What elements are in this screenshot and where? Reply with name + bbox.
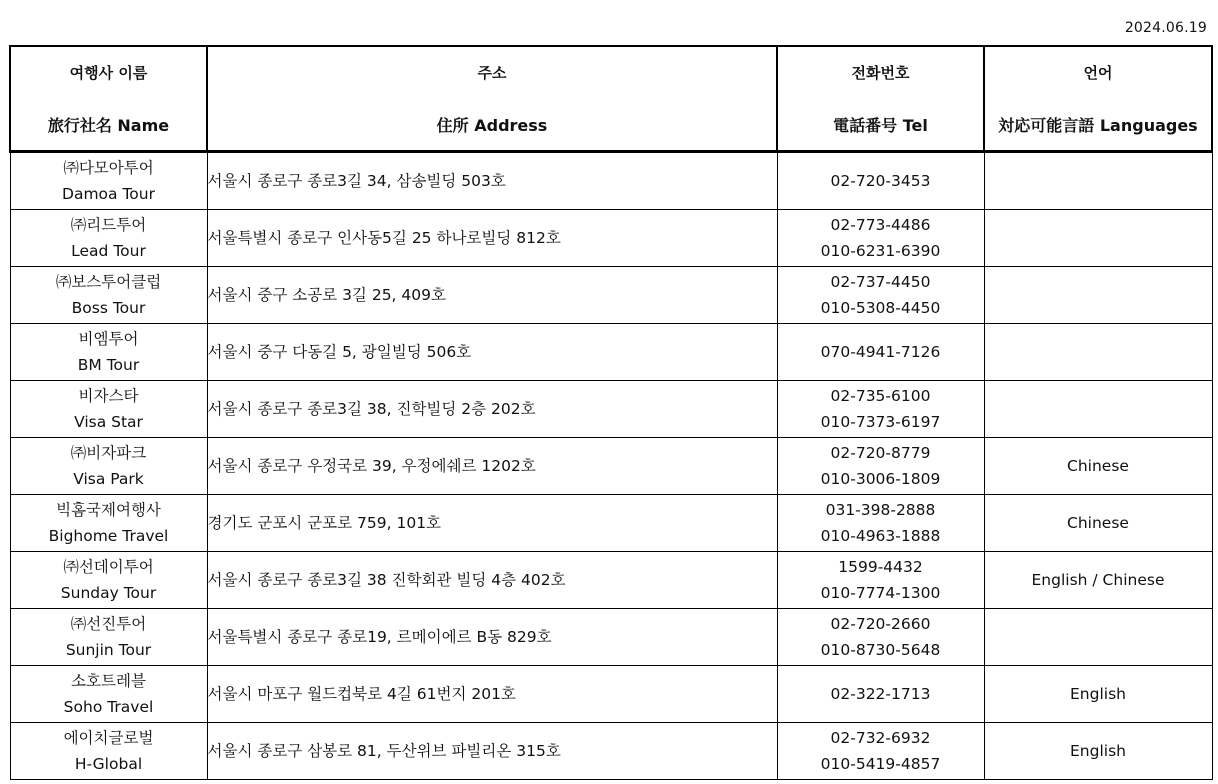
agency-name-korean: 소호트레블 xyxy=(71,672,146,690)
agency-tel-primary: 1599-4432 xyxy=(838,558,923,576)
header-name-english: 旅行社名 Name xyxy=(47,115,170,135)
agency-name-korean: ㈜보스투어클럽 xyxy=(55,273,162,291)
agency-name-english: Damoa Tour xyxy=(62,185,155,203)
header-name-korean: 여행사 이름 xyxy=(69,63,148,82)
agency-name-english: Sunjin Tour xyxy=(65,641,152,659)
document-date: 2024.06.19 xyxy=(1124,20,1207,36)
agency-address-cell xyxy=(207,381,777,438)
agency-languages-cell xyxy=(984,381,1212,438)
agency-name-korean: ㈜비자파크 xyxy=(70,444,147,462)
agency-languages-cell xyxy=(984,152,1212,210)
agency-tel-primary: 02-773-4486 xyxy=(830,216,931,234)
agency-tel-secondary: 010-6231-6390 xyxy=(820,242,941,260)
agency-tel-cell xyxy=(777,152,984,210)
header-address xyxy=(207,46,777,152)
table-row xyxy=(10,495,1212,552)
header-address-korean: 주소 xyxy=(477,63,507,82)
table-row xyxy=(10,609,1212,666)
header-tel-english: 電話番号 Tel xyxy=(833,115,928,135)
agency-name-english: Boss Tour xyxy=(71,299,146,317)
agency-languages: Chinese xyxy=(1067,457,1129,475)
agency-name-cell xyxy=(10,552,207,609)
agency-address: 서울시 종로구 우정국로 39, 우정에쉐르 1202호 xyxy=(207,457,536,475)
agency-name-cell xyxy=(10,723,207,780)
header-tel xyxy=(777,46,984,152)
agency-languages: English xyxy=(1070,742,1126,760)
agency-address: 서울시 중구 다동길 5, 광일빌딩 506호 xyxy=(207,343,472,361)
agency-address: 서울시 종로구 종로3길 38, 진학빌딩 2층 202호 xyxy=(207,400,536,418)
table-row xyxy=(10,666,1212,723)
agency-name-korean: ㈜리드투어 xyxy=(70,216,147,234)
agency-name-cell xyxy=(10,438,207,495)
agency-address: 서울시 중구 소공로 3길 25, 409호 xyxy=(207,286,446,304)
agency-name-cell xyxy=(10,267,207,324)
agency-name-korean: ㈜선진투어 xyxy=(70,615,147,633)
agency-tel-primary: 02-720-3453 xyxy=(830,172,931,190)
agency-tel-primary: 02-732-6932 xyxy=(830,729,931,747)
agency-tel-cell xyxy=(777,666,984,723)
agency-languages-cell xyxy=(984,210,1212,267)
agency-name-cell xyxy=(10,210,207,267)
agency-languages: English xyxy=(1070,685,1126,703)
table-row xyxy=(10,723,1212,780)
agency-address: 서울시 마포구 월드컵북로 4길 61번지 201호 xyxy=(207,685,516,703)
agency-tel-cell xyxy=(777,438,984,495)
agency-tel-secondary: 010-3006-1809 xyxy=(820,470,941,488)
agency-tel-secondary: 010-8730-5648 xyxy=(820,641,941,659)
agency-name-korean: ㈜선데이투어 xyxy=(63,558,154,576)
agency-tel-primary: 02-737-4450 xyxy=(830,273,931,291)
agency-address: 경기도 군포시 군포로 759, 101호 xyxy=(207,514,442,532)
agency-name-korean: 에이치글로벌 xyxy=(63,729,154,747)
agency-name-english: BM Tour xyxy=(77,356,140,374)
agency-languages: English / Chinese xyxy=(1031,571,1165,589)
agency-address: 서울시 종로구 종로3길 38 진학회관 빌딩 4층 402호 xyxy=(207,571,566,589)
agency-name-cell xyxy=(10,324,207,381)
agency-name-english: Sunday Tour xyxy=(60,584,157,602)
agency-address: 서울시 종로구 삼봉로 81, 두산위브 파빌리온 315호 xyxy=(207,742,561,760)
agency-name-cell xyxy=(10,666,207,723)
agency-name-korean: 빅홈국제여행사 xyxy=(56,501,161,519)
agency-tel-cell xyxy=(777,552,984,609)
agency-tel-secondary: 010-4963-1888 xyxy=(820,527,941,545)
agency-name-korean: 비자스타 xyxy=(78,387,139,405)
agency-tel-cell xyxy=(777,495,984,552)
agency-tel-secondary: 010-7373-6197 xyxy=(820,413,941,431)
agency-tel-cell xyxy=(777,381,984,438)
agency-name-english: Lead Tour xyxy=(71,242,146,260)
agency-name-english: Visa Star xyxy=(74,413,143,431)
agency-tel-primary: 031-398-2888 xyxy=(825,501,936,519)
agency-name-cell xyxy=(10,495,207,552)
header-languages-korean: 언어 xyxy=(1083,63,1113,82)
table-row xyxy=(10,152,1212,210)
agency-languages-cell xyxy=(984,666,1212,723)
agency-tel-cell xyxy=(777,267,984,324)
agency-address: 서울시 종로구 종로3길 34, 삼송빌딩 503호 xyxy=(207,172,506,190)
agency-name-english: Soho Travel xyxy=(63,698,154,716)
agency-address-cell xyxy=(207,666,777,723)
agency-address-cell xyxy=(207,267,777,324)
agency-tel-secondary: 010-7774-1300 xyxy=(820,584,941,602)
table-row xyxy=(10,210,1212,267)
agency-languages-cell xyxy=(984,324,1212,381)
agency-name-cell xyxy=(10,381,207,438)
agency-tel-primary: 02-720-8779 xyxy=(830,444,931,462)
agency-name-korean: 비엠투어 xyxy=(78,330,139,348)
agency-languages-cell xyxy=(984,723,1212,780)
table-header-row xyxy=(10,46,1212,152)
agency-tel-primary: 02-735-6100 xyxy=(830,387,931,405)
agency-languages-cell xyxy=(984,495,1212,552)
agency-tel-cell xyxy=(777,210,984,267)
header-name xyxy=(10,46,207,152)
header-languages-english: 対応可能言語 Languages xyxy=(998,115,1198,135)
agency-address-cell xyxy=(207,723,777,780)
table-row xyxy=(10,267,1212,324)
agency-name-english: H-Global xyxy=(74,755,143,773)
agency-languages: Chinese xyxy=(1067,514,1129,532)
agency-name-cell xyxy=(10,152,207,210)
agency-languages-cell xyxy=(984,438,1212,495)
agency-languages-cell xyxy=(984,267,1212,324)
agency-tel-cell xyxy=(777,324,984,381)
agency-tel-primary: 02-720-2660 xyxy=(830,615,931,633)
agency-name-english: Visa Park xyxy=(73,470,144,488)
agency-languages-cell xyxy=(984,552,1212,609)
agency-address-cell xyxy=(207,152,777,210)
agency-address-cell xyxy=(207,495,777,552)
agency-tel-cell xyxy=(777,609,984,666)
header-tel-korean: 전화번호 xyxy=(851,63,910,82)
table-row xyxy=(10,552,1212,609)
agency-address: 서울특별시 종로구 인사동5길 25 하나로빌딩 812호 xyxy=(207,229,561,247)
table-row xyxy=(10,324,1212,381)
agency-name-english: Bighome Travel xyxy=(48,527,169,545)
header-languages xyxy=(984,46,1212,152)
agency-name-cell xyxy=(10,609,207,666)
travel-agency-table xyxy=(9,45,1213,780)
table-body xyxy=(10,152,1212,780)
agency-languages-cell xyxy=(984,609,1212,666)
agency-tel-primary: 02-322-1713 xyxy=(830,685,931,703)
agency-address-cell xyxy=(207,210,777,267)
header-address-english: 住所 Address xyxy=(436,115,548,135)
agency-tel-cell xyxy=(777,723,984,780)
agency-tel-secondary: 010-5308-4450 xyxy=(820,299,941,317)
agency-address-cell xyxy=(207,552,777,609)
agency-address-cell xyxy=(207,324,777,381)
agency-tel-secondary: 010-5419-4857 xyxy=(820,755,941,773)
table-row xyxy=(10,438,1212,495)
agency-address: 서울특별시 종로구 종로19, 르메이에르 B동 829호 xyxy=(207,628,552,646)
agency-name-korean: ㈜다모아투어 xyxy=(63,159,154,177)
agency-address-cell xyxy=(207,609,777,666)
agency-tel-primary: 070-4941-7126 xyxy=(820,343,941,361)
agency-address-cell xyxy=(207,438,777,495)
table-row xyxy=(10,381,1212,438)
